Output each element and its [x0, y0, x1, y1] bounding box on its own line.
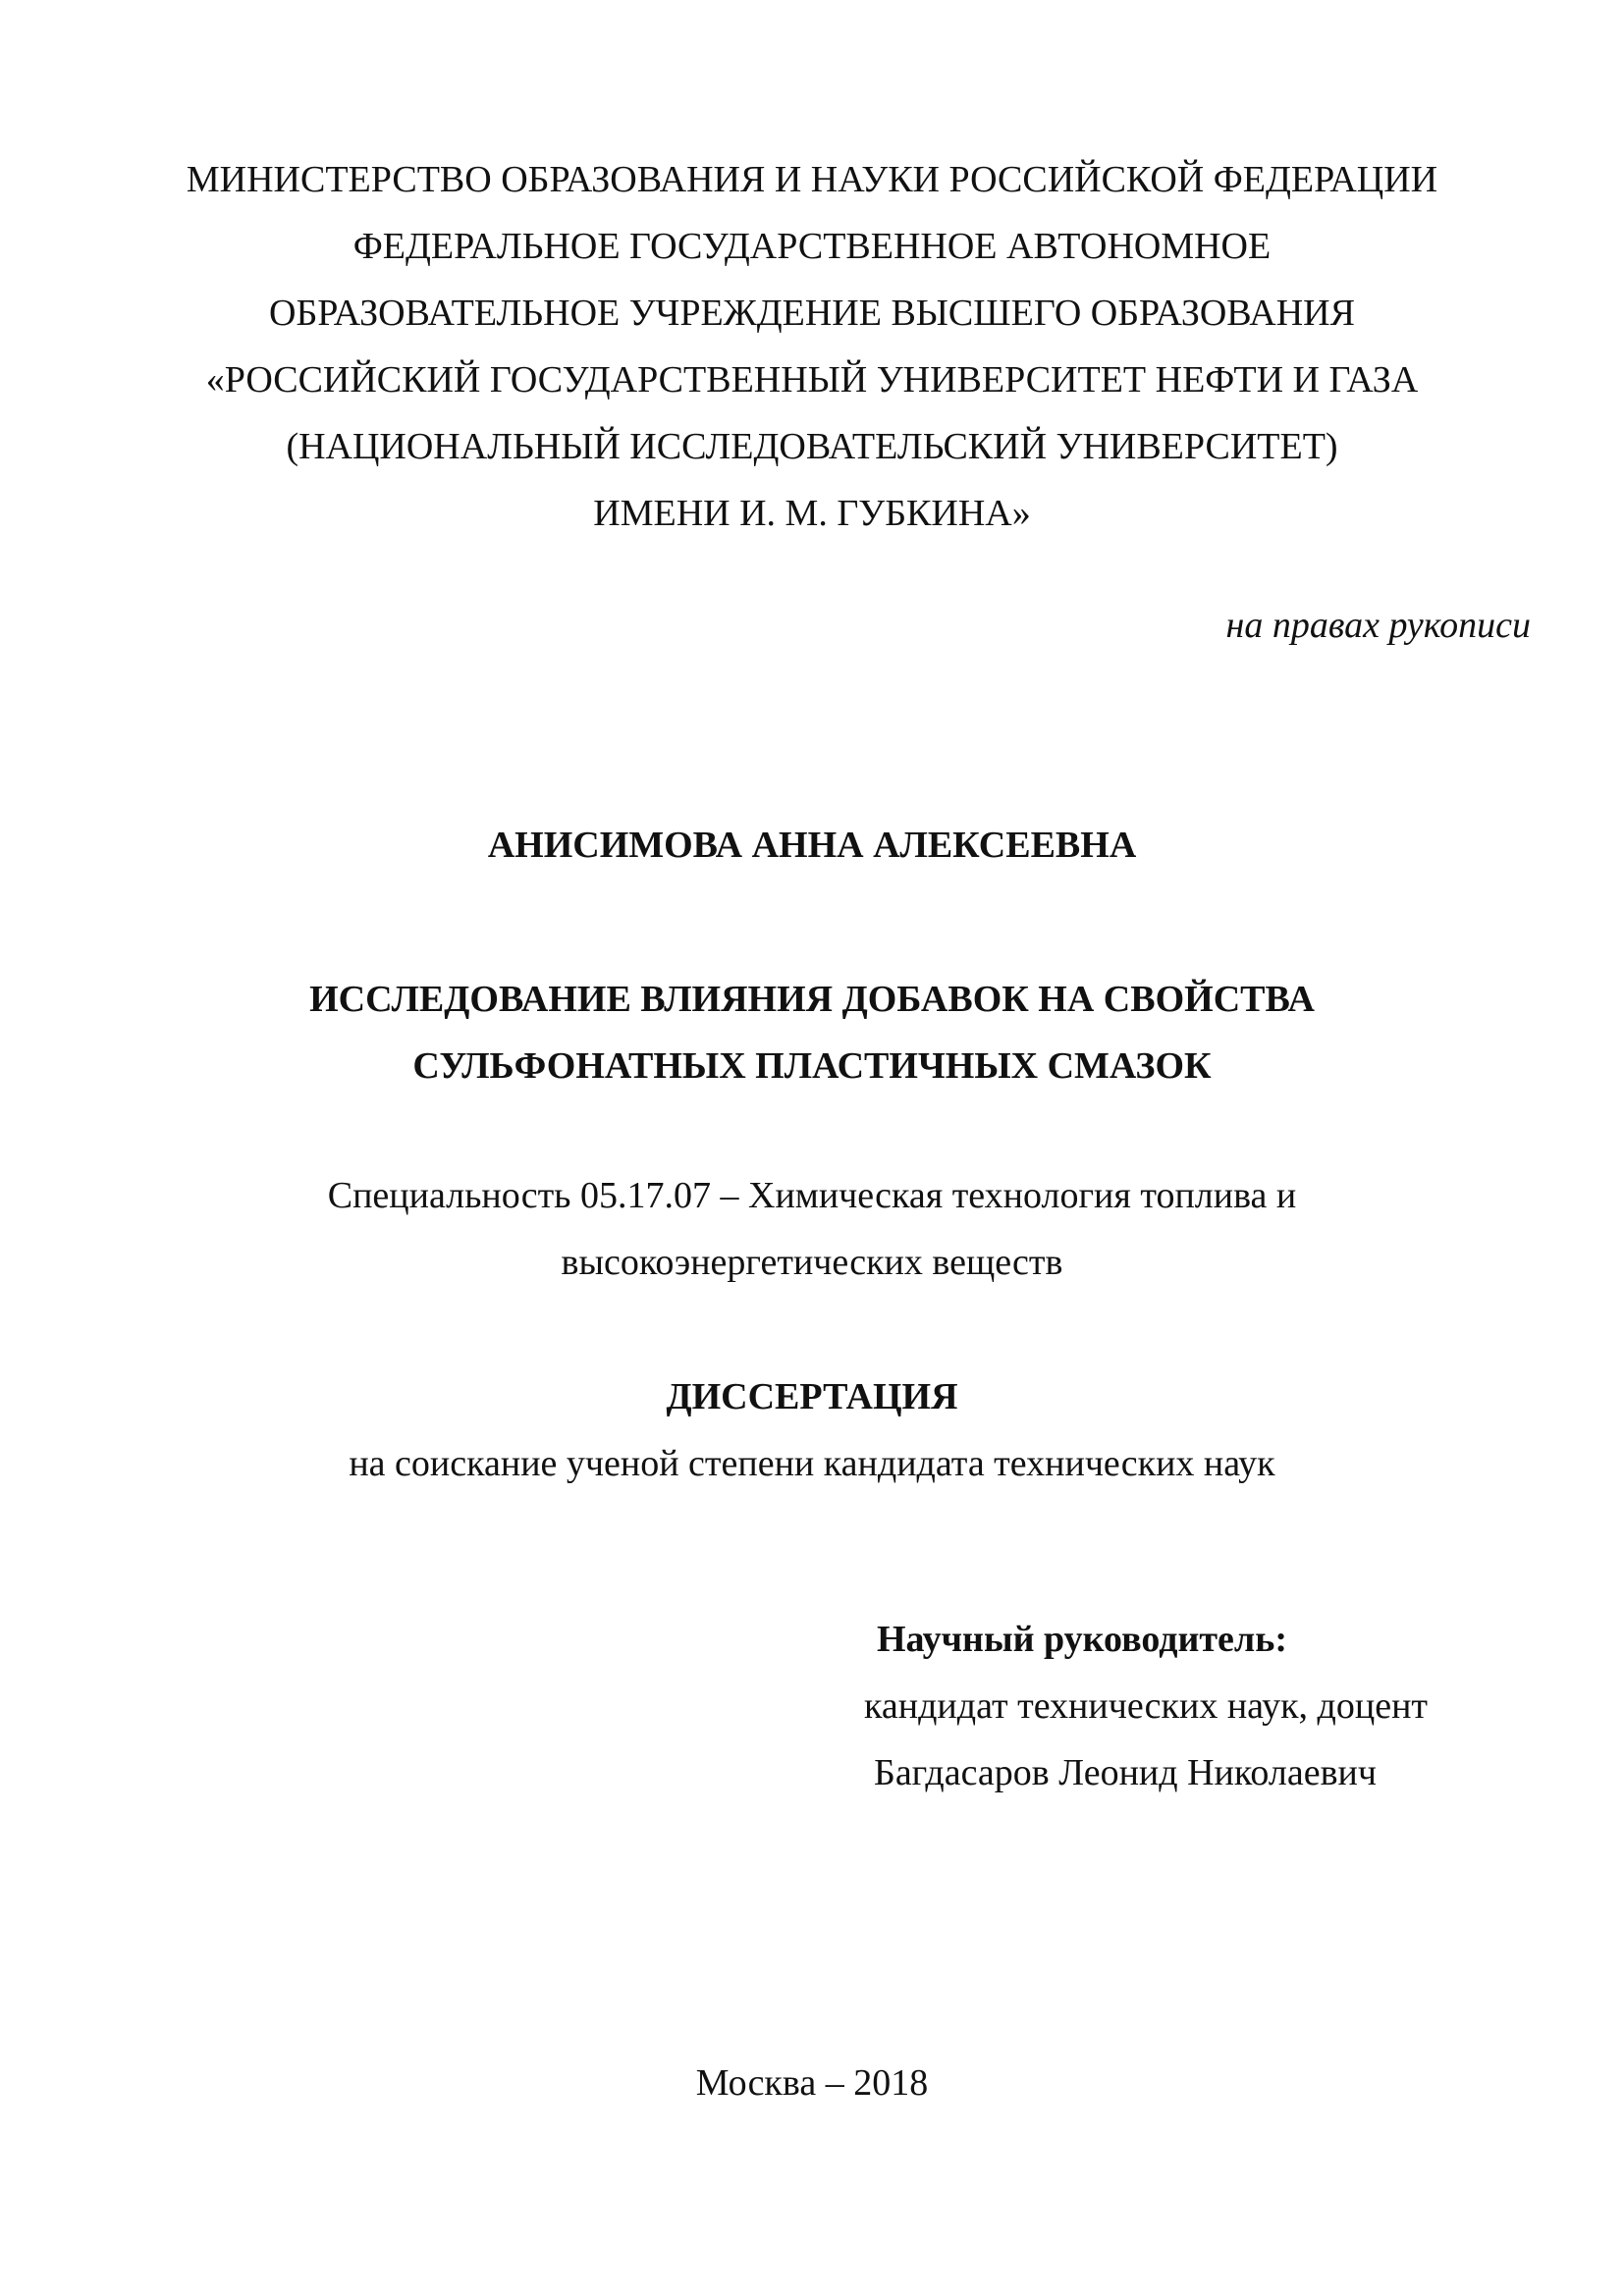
- supervisor-heading: Научный руководитель:: [877, 1619, 1287, 1660]
- specialty-line-1: Специальность 05.17.07 – Химическая технология топлива и: [327, 1175, 1297, 1216]
- ministry-line: МИНИСТЕРСТВО ОБРАЗОВАНИЯ И НАУКИ РОССИЙСКОЙ ФЕДЕРАЦИИ: [186, 159, 1438, 200]
- work-type: ДИССЕРТАЦИЯ: [666, 1376, 958, 1417]
- place-year: Москва – 2018: [695, 2062, 929, 2104]
- institution-line-2: ОБРАЗОВАТЕЛЬНОЕ УЧРЕЖДЕНИЕ ВЫСШЕГО ОБРАЗОВАНИЯ: [269, 293, 1355, 334]
- manuscript-note: на правах рукописи: [1225, 605, 1531, 646]
- author-name: АНИСИМОВА АННА АЛЕКСЕЕВНА: [487, 825, 1137, 866]
- university-name-line-1: «РОССИЙСКИЙ ГОСУДАРСТВЕННЫЙ УНИВЕРСИТЕТ НЕФТИ И ГАЗА: [205, 359, 1419, 400]
- supervisor-name: Багдасаров Леонид Николаевич: [874, 1752, 1377, 1793]
- degree-statement: на соискание ученой степени кандидата технических наук: [349, 1443, 1275, 1484]
- supervisor-degree: кандидат технических наук, доцент: [864, 1685, 1429, 1727]
- university-name-line-2: (НАЦИОНАЛЬНЫЙ ИССЛЕДОВАТЕЛЬСКИЙ УНИВЕРСИТЕТ): [286, 426, 1338, 467]
- dissertation-title-line-1: ИССЛЕДОВАНИЕ ВЛИЯНИЯ ДОБАВОК НА СВОЙСТВА: [309, 979, 1315, 1020]
- specialty-line-2: высокоэнергетических веществ: [561, 1242, 1063, 1283]
- institution-line-1: ФЕДЕРАЛЬНОЕ ГОСУДАРСТВЕННОЕ АВТОНОМНОЕ: [352, 226, 1272, 267]
- university-name-line-3: ИМЕНИ И. М. ГУБКИНА»: [593, 493, 1031, 534]
- dissertation-title-line-2: СУЛЬФОНАТНЫХ ПЛАСТИЧНЫХ СМАЗОК: [412, 1045, 1212, 1087]
